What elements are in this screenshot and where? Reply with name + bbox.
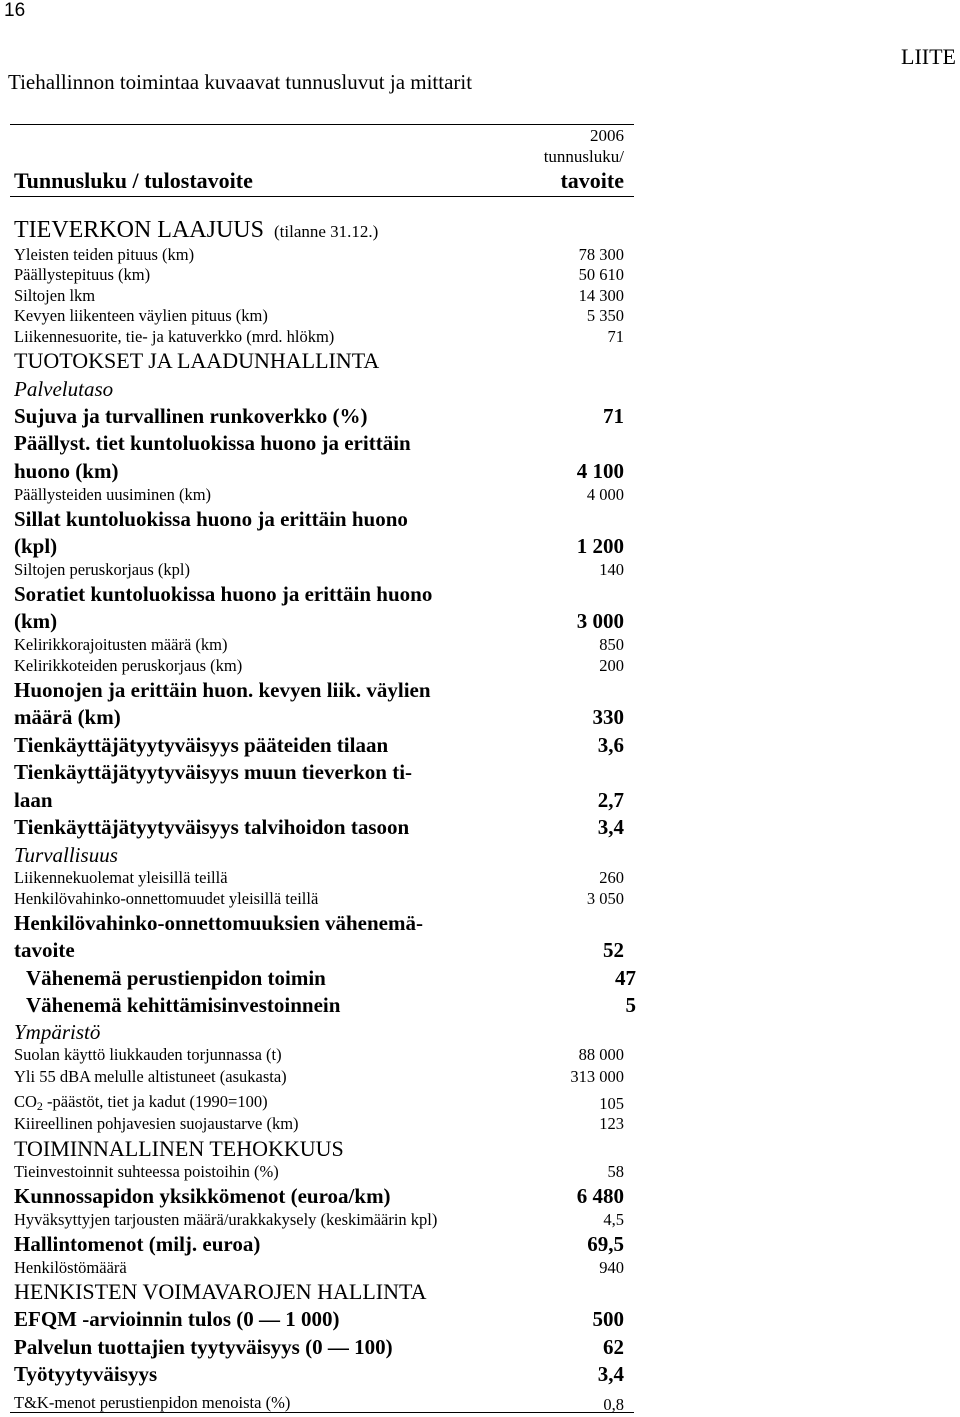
table-row: määrä (km) 330 <box>14 705 624 729</box>
header-column-label: Tunnusluku / tulostavoite <box>14 168 253 193</box>
table-row: Tienkäyttäjätyytyväisyys talvihoidon tasoon 3,4 <box>14 815 624 839</box>
table-row: huono (km) 4 100 <box>14 459 624 483</box>
header-subtitle: tunnusluku/ <box>543 147 624 166</box>
table-row: Päällysteiden uusiminen (km) 4 000 <box>14 485 624 504</box>
table-row: Vähenemä perustienpidon toimin 47 <box>26 966 636 990</box>
table-row: Siltojen lkm 14 300 <box>14 286 624 305</box>
table-row: Palvelun tuottajien tyytyväisyys (0 — 100) 62 <box>14 1335 624 1359</box>
header-bottom-rule <box>10 196 634 197</box>
page-number: 16 <box>4 0 26 21</box>
table-row: Suolan käyttö liukkauden torjunnassa (t) 88 000 <box>14 1045 624 1064</box>
table-row: (kpl) 1 200 <box>14 534 624 558</box>
table-row: Hallintomenot (milj. euroa) 69,5 <box>14 1232 624 1256</box>
subsection-heading: Palvelutaso <box>14 377 114 401</box>
table-row: Tieinvestoinnit suhteessa poistoihin (%) 58 <box>14 1162 624 1181</box>
section-heading: TOIMINNALLINEN TEHOKKUUS <box>14 1136 344 1161</box>
appendix-label: LIITE <box>901 44 956 69</box>
table-row: Kunnossapidon yksikkömenot (euroa/km) 6 480 <box>14 1184 624 1208</box>
table-row: Tienkäyttäjätyytyväisyys muun tieverkon ti- <box>14 760 413 784</box>
table-row: Liikennekuolemat yleisillä teillä 260 <box>14 868 624 887</box>
table-row: Yli 55 dBA melulle altistuneet (asukasta) 313 000 <box>14 1067 624 1086</box>
header-year: 2006 <box>590 126 624 145</box>
subsection-heading: Ympäristö <box>14 1020 101 1044</box>
table-row: Henkilövahinko-onnettomuudet yleisillä teillä 3 050 <box>14 889 624 908</box>
section-heading: TUOTOKSET JA LAADUNHALLINTA <box>14 348 380 373</box>
table-row: Henkilöstömäärä 940 <box>14 1258 624 1277</box>
table-row: Liikennesuorite, tie- ja katuverkko (mrd. hlökm) 71 <box>14 327 624 346</box>
table-bottom-rule <box>10 1412 634 1413</box>
table-row: EFQM -arvioinnin tulos (0 — 1 000) 500 <box>14 1307 624 1331</box>
table-row: (km) 3 000 <box>14 609 624 633</box>
table-row: Yleisten teiden pituus (km) 78 300 <box>14 245 624 264</box>
table-row: Tienkäyttäjätyytyväisyys pääteiden tilaan 3,6 <box>14 733 624 757</box>
header-value-label: tavoite <box>560 168 624 193</box>
table-row: Päällystepituus (km) 50 610 <box>14 265 624 284</box>
table-row: Kiireellinen pohjavesien suojaustarve (km) 123 <box>14 1114 624 1133</box>
table-top-rule <box>10 124 634 125</box>
table-row: T&K-menot perustienpidon menoista (%) 0,8 <box>14 1393 624 1414</box>
table-row: Päällyst. tiet kuntoluokissa huono ja erittäin <box>14 431 411 455</box>
section-title-tieverkon-laajuus: TIEVERKON LAAJUUS (tilanne 31.12.) <box>14 217 379 243</box>
table-row: Työtyytyväisyys 3,4 <box>14 1362 624 1386</box>
table-row: Kelirikkoteiden peruskorjaus (km) 200 <box>14 656 624 675</box>
table-row: Vähenemä kehittämisinvestoinnein 5 <box>26 993 636 1017</box>
table-row: Siltojen peruskorjaus (kpl) 140 <box>14 560 624 579</box>
table-row: Henkilövahinko-onnettomuuksien vähenemä- <box>14 911 423 935</box>
table-row: Soratiet kuntoluokissa huono ja erittäin huono <box>14 582 433 606</box>
table-row: Hyväksyttyjen tarjousten määrä/urakkakysely (keskimäärin kpl) 4,5 <box>14 1210 624 1229</box>
section-heading: HENKISTEN VOIMAVAROJEN HALLINTA <box>14 1279 427 1304</box>
table-row: $CO_2$ -päästöt, tiet ja kadut (1990=100) 105 <box>14 1092 624 1113</box>
table-row: Huonojen ja erittäin huon. kevyen liik. väylien <box>14 678 431 702</box>
table-row: laan 2,7 <box>14 788 624 812</box>
table-row: Kelirikkorajoitusten määrä (km) 850 <box>14 635 624 654</box>
document-title: Tiehallinnon toimintaa kuvaavat tunnusluvut ja mittarit <box>8 70 473 94</box>
table-row: tavoite 52 <box>14 938 624 962</box>
table-row: Sillat kuntoluokissa huono ja erittäin huono <box>14 507 408 531</box>
table-row: Sujuva ja turvallinen runkoverkko (%) 71 <box>14 404 624 428</box>
subsection-heading: Turvallisuus <box>14 843 118 867</box>
table-row: Kevyen liikenteen väylien pituus (km) 5 350 <box>14 306 624 325</box>
